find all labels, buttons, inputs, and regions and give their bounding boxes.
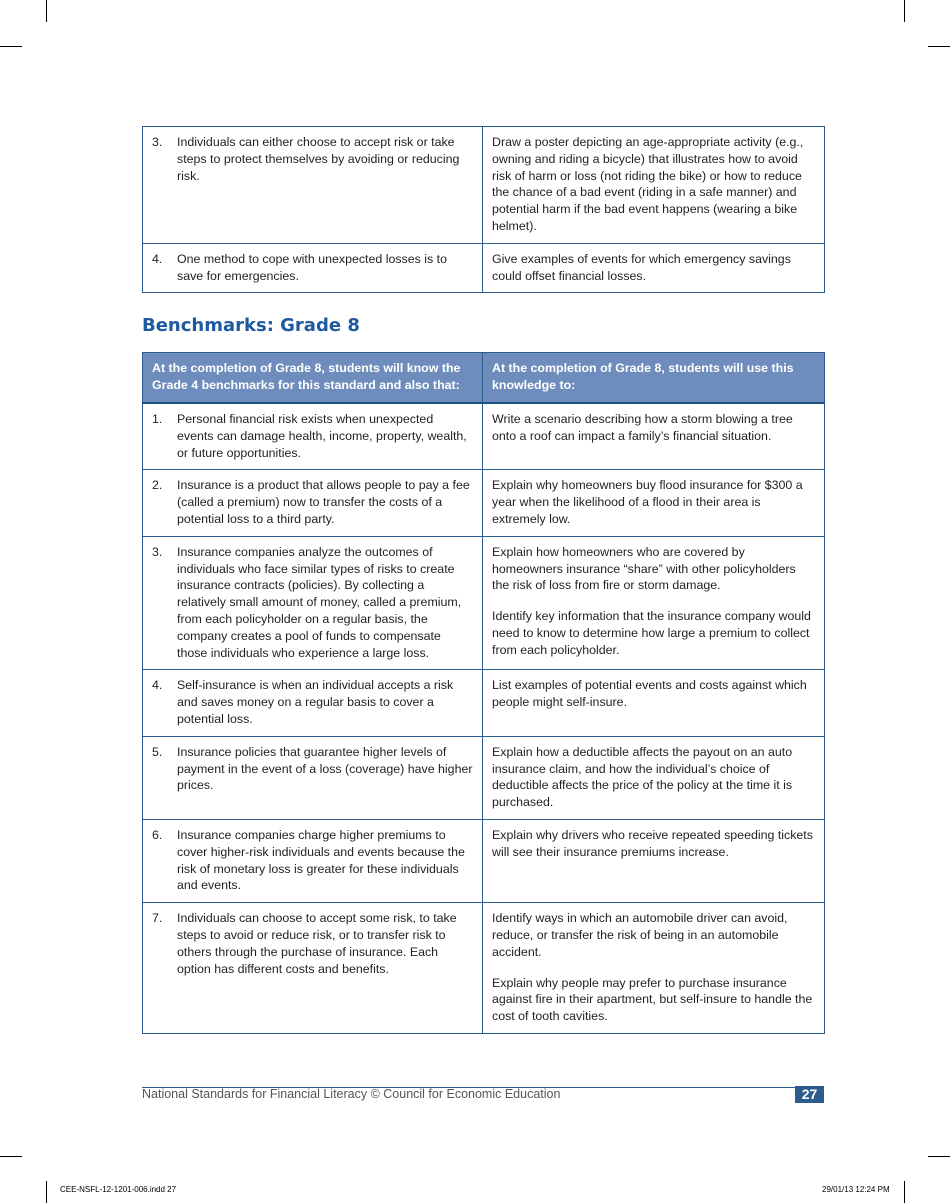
activity-text: Explain how a deductible affects the payout on an auto insurance claim, and how the individual’s choice of deductible affects the price of the policy at the time it is purchased. (492, 744, 793, 810)
crop-mark (46, 0, 47, 22)
item-number: 4. (152, 251, 163, 266)
table-row (143, 736, 825, 819)
benchmark-text: Personal financial risk exists when unexpected events can damage health, income, property, wealth, or future opportunities. (177, 412, 467, 460)
benchmark-text: Insurance policies that guarantee higher levels of payment in the event of a loss (coverage) have higher prices. (177, 744, 473, 793)
grade4-continuation-table (142, 126, 825, 293)
crop-mark (46, 1181, 47, 1203)
activity-text: Give examples of events for which emergency savings could offset financial losses. (492, 251, 791, 283)
item-number: 5. (152, 744, 163, 759)
activity-cell (483, 243, 825, 293)
table-row (143, 470, 825, 536)
benchmark-cell (143, 243, 483, 293)
activity-cell (483, 127, 825, 244)
benchmark-cell (143, 819, 483, 902)
item-number: 1. (152, 412, 163, 426)
table-row (143, 127, 825, 244)
slug-datetime: 29/01/13 12:24 PM (822, 1185, 890, 1194)
activity-text: Explain why drivers who receive repeated speeding tickets will see their insurance premiums increase. (492, 827, 813, 859)
activity-text: Explain why people may prefer to purchase insurance against fire in their apartment, but self-insure to handle the cost of tooth cavities. (492, 975, 813, 1024)
activity-cell (483, 819, 825, 902)
benchmark-text: Individuals can either choose to accept risk or take steps to protect themselves by avoiding or reducing risk. (177, 135, 460, 183)
benchmark-cell (143, 403, 483, 470)
section-title: Benchmarks: Grade 8 (142, 315, 360, 336)
slug-file: CEE-NSFL-12-1201-006.indd 27 (60, 1185, 177, 1194)
item-number: 3. (152, 544, 163, 559)
item-number: 4. (152, 678, 163, 693)
benchmark-text: Self-insurance is when an individual accepts a risk and saves money on a regular basis to cover a potential loss. (177, 678, 454, 726)
footer-text: National Standards for Financial Literacy © Council for Economic Education (142, 1087, 561, 1101)
crop-mark (0, 1156, 22, 1157)
benchmark-text: Insurance is a product that allows people to pay a fee (called a premium) now to transfer the costs of a potential loss to a third party. (177, 478, 470, 526)
benchmark-cell (143, 736, 483, 819)
table-row (143, 903, 825, 1034)
table-row (143, 243, 825, 293)
item-number: 3. (152, 135, 163, 149)
activity-cell (483, 903, 825, 1034)
activity-text: Explain how homeowners who are covered by homeowners insurance “share” with other policyholders the risk of loss from fire or storm damage. (492, 544, 796, 593)
activity-cell (483, 736, 825, 819)
benchmark-text: Insurance companies analyze the outcomes of individuals who face similar types of risks to create insurance contracts (policies). By collecting a relatively small amount of money, called a premium, from each policyholder on a regular basis, the company creates a pool of funds to compensate those individuals who experience a large loss. (177, 544, 462, 660)
benchmark-cell (143, 470, 483, 536)
crop-mark (928, 46, 950, 47)
item-number: 2. (152, 478, 163, 493)
benchmark-text: Individuals can choose to accept some risk, to take steps to avoid or reduce risk, or to transfer risk to others through the purchase of insurance. Each option has different costs and benefits. (177, 911, 457, 976)
header-application: At the completion of Grade 8, students will use this knowledge to: (483, 353, 825, 404)
activity-text: Identify ways in which an automobile driver can avoid, reduce, or transfer the risk of being in an automobile accident. (492, 911, 788, 959)
activity-text: Draw a poster depicting an age-appropriate activity (e.g., owning and riding a bicycle) that illustrates how to avoid risk of harm or loss (not riding the bike) or how to reduce the chance of a bad event (riding in a safe manner) and potential harm if the bad event happens (wearing a bike helmet). (492, 135, 804, 233)
table-header-row (143, 353, 825, 404)
table-row (143, 670, 825, 736)
activity-cell (483, 536, 825, 670)
activity-text: Explain why homeowners buy flood insurance for $300 a year when the likelihood of a flood in their area is extremely low. (492, 478, 803, 526)
benchmark-cell (143, 127, 483, 244)
crop-mark (904, 1181, 905, 1203)
item-number: 7. (152, 911, 163, 926)
activity-text: Identify key information that the insurance company would need to know to determine how large a premium to collect from each policyholder. (492, 609, 811, 657)
benchmark-text: Insurance companies charge higher premiums to cover higher-risk individuals and events because the risk of monetary loss is greater for these individuals and events. (177, 827, 465, 893)
table-row (143, 403, 825, 470)
benchmark-text: One method to cope with unexpected losses is to save for emergencies. (177, 251, 447, 283)
benchmark-cell (143, 903, 483, 1034)
benchmark-cell (143, 670, 483, 736)
activity-cell (483, 670, 825, 736)
header-knowledge: At the completion of Grade 8, students will know the Grade 4 benchmarks for this standard and also that: (143, 353, 483, 404)
page-number: 27 (795, 1086, 824, 1103)
activity-cell (483, 403, 825, 470)
crop-mark (0, 46, 22, 47)
item-number: 6. (152, 827, 163, 842)
crop-mark (928, 1156, 950, 1157)
activity-text: List examples of potential events and costs against which people might self-insure. (492, 678, 807, 710)
activity-cell (483, 470, 825, 536)
grade8-benchmarks-table (142, 352, 825, 1034)
crop-mark (904, 0, 905, 22)
table-row (143, 819, 825, 902)
activity-text: Write a scenario describing how a storm blowing a tree onto a roof can impact a family’s financial situation. (492, 412, 793, 443)
benchmark-cell (143, 536, 483, 670)
table-row (143, 536, 825, 670)
